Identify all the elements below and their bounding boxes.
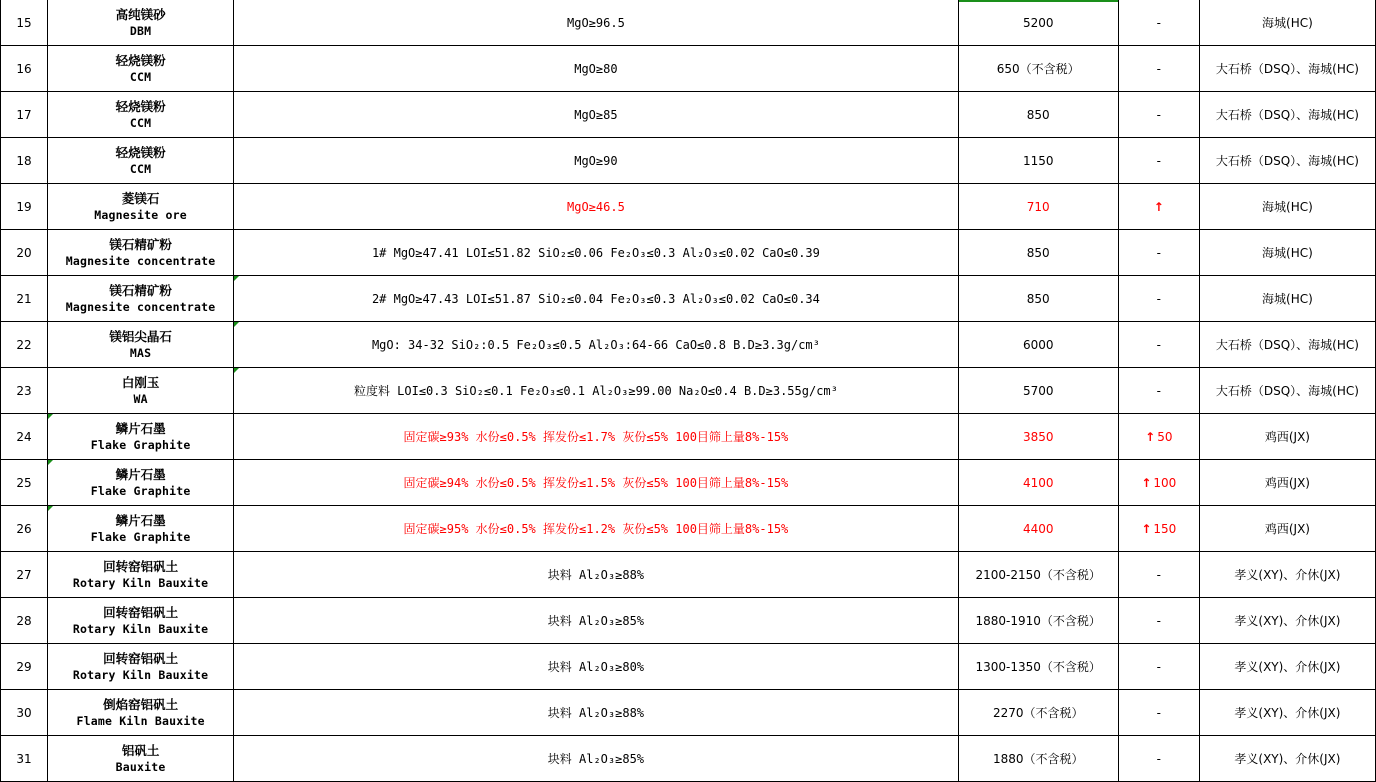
- origin-text: 海城(HC): [1262, 199, 1313, 214]
- row-number: 23: [16, 383, 32, 398]
- origin-text: 大石桥（DSQ）、海城(HC): [1215, 153, 1359, 168]
- price-cell[interactable]: [958, 184, 1118, 230]
- origin-cell[interactable]: [1199, 0, 1375, 46]
- price-text: 850: [1026, 245, 1050, 260]
- row-number-cell[interactable]: [1, 0, 48, 46]
- row-number-cell[interactable]: [1, 276, 48, 322]
- price-text: 4100: [1022, 475, 1054, 490]
- row-number-cell[interactable]: [1, 736, 48, 782]
- origin-text: 孝义(XY)、介休(JX): [1234, 751, 1341, 766]
- price-text: 1880（不含税）: [992, 751, 1084, 766]
- table-row: [1, 184, 1376, 230]
- row-number-cell[interactable]: [1, 230, 48, 276]
- row-number: 29: [16, 659, 32, 674]
- product-name-cn: 白刚玉: [121, 374, 160, 390]
- spec-text: 1# MgO≥47.41 LOI≤51.82 SiO₂≤0.06 Fe₂O₃≤0.3 Al₂O₃≤0.02 CaO≤0.39: [371, 245, 820, 260]
- spec-text: 固定碳≥94% 水份≤0.5% 挥发份≤1.5% 灰份≤5% 100目筛上量8%-15%: [403, 475, 789, 490]
- price-text: 2270（不含税）: [992, 705, 1084, 720]
- price-cell[interactable]: [958, 230, 1118, 276]
- price-text: 1880-1910（不含税）: [975, 613, 1101, 628]
- product-name-cell[interactable]: [48, 92, 234, 138]
- price-text: 650（不含税）: [996, 61, 1080, 76]
- price-text: 3850: [1022, 429, 1054, 444]
- comment-marker-icon: [234, 322, 239, 327]
- trend-cell[interactable]: [1118, 460, 1199, 506]
- price-cell[interactable]: [958, 552, 1118, 598]
- row-number: 30: [16, 705, 32, 720]
- row-number: 24: [16, 429, 32, 444]
- product-name-en: DBM: [129, 23, 152, 38]
- up-arrow-icon: ↑: [1153, 199, 1164, 214]
- trend-value: 150: [1153, 521, 1177, 536]
- spec-text: MgO≥85: [574, 107, 618, 122]
- origin-text: 鸡西(JX): [1264, 475, 1310, 490]
- origin-cell[interactable]: [1199, 92, 1375, 138]
- price-cell[interactable]: [958, 598, 1118, 644]
- row-number-cell[interactable]: [1, 138, 48, 184]
- origin-text: 大石桥（DSQ）、海城(HC): [1215, 337, 1359, 352]
- product-name-en: Flake Graphite: [90, 437, 191, 452]
- comment-marker-icon: [234, 368, 239, 373]
- origin-text: 孝义(XY)、介休(JX): [1234, 705, 1341, 720]
- price-cell[interactable]: [958, 414, 1118, 460]
- spec-text: MgO≥90: [574, 153, 618, 168]
- table-row: [1, 736, 1376, 782]
- table-row: [1, 0, 1376, 46]
- table-row: [1, 598, 1376, 644]
- spec-cell[interactable]: [234, 0, 959, 46]
- trend-text: [1154, 200, 1164, 214]
- price-text: 850: [1026, 107, 1050, 122]
- trend-cell[interactable]: [1118, 0, 1199, 46]
- price-cell[interactable]: [958, 506, 1118, 552]
- spec-text: 固定碳≥95% 水份≤0.5% 挥发份≤1.2% 灰份≤5% 100目筛上量8%-15%: [403, 521, 789, 536]
- price-text: 1150: [1022, 153, 1054, 168]
- spec-cell[interactable]: [234, 552, 959, 598]
- product-name-cell[interactable]: [48, 414, 234, 460]
- product-name-en: Magnesite concentrate: [65, 253, 216, 268]
- product-name-en: Magnesite ore: [94, 207, 187, 222]
- spec-text: 块料 Al₂O₃≥88%: [547, 705, 645, 720]
- trend-cell[interactable]: [1118, 138, 1199, 184]
- product-name-en: Rotary Kiln Bauxite: [72, 667, 209, 682]
- trend-cell[interactable]: [1118, 184, 1199, 230]
- product-name-cn: 回转窑铝矾土: [103, 650, 179, 666]
- product-name-cell[interactable]: [48, 736, 234, 782]
- product-name-en: MAS: [129, 345, 152, 360]
- trend-text: -: [1156, 245, 1161, 260]
- trend-text: -: [1156, 659, 1161, 674]
- origin-cell[interactable]: [1199, 230, 1375, 276]
- product-name-cell[interactable]: [48, 644, 234, 690]
- price-text: 710: [1026, 199, 1050, 214]
- origin-text: 孝义(XY)、介休(JX): [1234, 659, 1341, 674]
- product-name-en: WA: [133, 391, 148, 406]
- product-name-cell[interactable]: [48, 506, 234, 552]
- row-number: 22: [16, 337, 32, 352]
- spec-cell[interactable]: [234, 506, 959, 552]
- product-name-en: Flake Graphite: [90, 483, 191, 498]
- spec-cell[interactable]: [234, 414, 959, 460]
- origin-cell[interactable]: [1199, 46, 1375, 92]
- trend-value: 100: [1153, 475, 1177, 490]
- spec-text: MgO: 34-32 SiO₂:0.5 Fe₂O₃≤0.5 Al₂O₃:64-66 CaO≤0.8 B.D≥3.3g/cm³: [371, 337, 820, 352]
- trend-cell[interactable]: [1118, 276, 1199, 322]
- product-name-cn: 倒焰窑铝矾土: [103, 696, 179, 712]
- origin-cell[interactable]: [1199, 184, 1375, 230]
- trend-text: -: [1156, 751, 1161, 766]
- up-arrow-icon: ↑: [1145, 429, 1156, 444]
- price-cell[interactable]: [958, 736, 1118, 782]
- trend-text: [1141, 522, 1176, 536]
- spec-text: 块料 Al₂O₃≥85%: [547, 751, 645, 766]
- row-number-cell[interactable]: [1, 598, 48, 644]
- row-number: 18: [16, 153, 32, 168]
- table-row: [1, 690, 1376, 736]
- spec-cell[interactable]: [234, 460, 959, 506]
- origin-cell[interactable]: [1199, 368, 1375, 414]
- price-text: 850: [1026, 291, 1050, 306]
- spec-text: 块料 Al₂O₃≥85%: [547, 613, 645, 628]
- origin-text: 海城(HC): [1262, 291, 1313, 306]
- spec-text: 2# MgO≥47.43 LOI≤51.87 SiO₂≤0.04 Fe₂O₃≤0.3 Al₂O₃≤0.02 CaO≤0.34: [371, 291, 820, 306]
- product-name-cn: 镁铝尖晶石: [109, 328, 172, 344]
- spec-cell[interactable]: [234, 276, 959, 322]
- origin-text: 大石桥（DSQ）、海城(HC): [1215, 383, 1359, 398]
- product-name-cn: 铝矾土: [121, 742, 160, 758]
- product-name-cn: 回转窑铝矾土: [103, 558, 179, 574]
- product-name-cell[interactable]: [48, 598, 234, 644]
- row-number-cell[interactable]: [1, 460, 48, 506]
- spec-cell[interactable]: [234, 138, 959, 184]
- product-name-en: Flame Kiln Bauxite: [76, 713, 205, 728]
- spec-text: MgO≥96.5: [567, 15, 625, 30]
- table-body: [1, 0, 1376, 782]
- product-name-cell[interactable]: [48, 230, 234, 276]
- table-row: [1, 92, 1376, 138]
- spec-cell[interactable]: [234, 736, 959, 782]
- origin-cell[interactable]: [1199, 552, 1375, 598]
- row-number: 28: [16, 613, 32, 628]
- origin-cell[interactable]: [1199, 276, 1375, 322]
- product-name-en: Bauxite: [115, 759, 166, 774]
- up-arrow-icon: ↑: [1141, 475, 1152, 490]
- product-name-cell[interactable]: [48, 552, 234, 598]
- table-row: [1, 506, 1376, 552]
- price-cell[interactable]: [958, 322, 1118, 368]
- trend-cell[interactable]: [1118, 322, 1199, 368]
- price-cell[interactable]: [958, 276, 1118, 322]
- row-number-cell[interactable]: [1, 414, 48, 460]
- table-row: [1, 276, 1376, 322]
- price-text: 6000: [1022, 337, 1054, 352]
- product-name-en: Rotary Kiln Bauxite: [72, 621, 209, 636]
- trend-cell[interactable]: [1118, 690, 1199, 736]
- product-name-cn: 轻烧镁粉: [115, 144, 166, 160]
- product-name-cell[interactable]: [48, 0, 234, 46]
- origin-text: 鸡西(JX): [1264, 429, 1310, 444]
- price-cell[interactable]: [958, 690, 1118, 736]
- price-text: 5700: [1022, 383, 1054, 398]
- table-row: [1, 322, 1376, 368]
- comment-marker-icon: [48, 506, 53, 511]
- spec-text: 块料 Al₂O₃≥80%: [547, 659, 645, 674]
- row-number-cell[interactable]: [1, 690, 48, 736]
- product-name-en: Magnesite concentrate: [65, 299, 216, 314]
- origin-text: 海城(HC): [1262, 245, 1313, 260]
- row-number: 17: [16, 107, 32, 122]
- row-number: 21: [16, 291, 32, 306]
- table-row: [1, 644, 1376, 690]
- spec-text: 固定碳≥93% 水份≤0.5% 挥发份≤1.7% 灰份≤5% 100目筛上量8%-15%: [403, 429, 789, 444]
- price-cell[interactable]: [958, 46, 1118, 92]
- spec-text: MgO≥46.5: [567, 199, 625, 214]
- origin-cell[interactable]: [1199, 644, 1375, 690]
- product-name-cn: 高纯镁砂: [115, 6, 166, 22]
- table-row: [1, 368, 1376, 414]
- origin-cell[interactable]: [1199, 138, 1375, 184]
- product-name-cn: 镁石精矿粉: [109, 236, 172, 252]
- spec-cell[interactable]: [234, 230, 959, 276]
- spec-cell[interactable]: [234, 322, 959, 368]
- trend-cell[interactable]: [1118, 368, 1199, 414]
- table-row: [1, 414, 1376, 460]
- trend-text: -: [1156, 337, 1161, 352]
- trend-text: -: [1156, 107, 1161, 122]
- product-name-cn: 鳞片石墨: [115, 420, 166, 436]
- trend-text: -: [1156, 15, 1161, 30]
- product-name-en: Rotary Kiln Bauxite: [72, 575, 209, 590]
- trend-text: [1145, 430, 1172, 444]
- spec-cell[interactable]: [234, 690, 959, 736]
- price-text: 1300-1350（不含税）: [975, 659, 1101, 674]
- row-number-cell[interactable]: [1, 644, 48, 690]
- price-text: 2100-2150（不含税）: [975, 567, 1101, 582]
- spec-cell[interactable]: [234, 92, 959, 138]
- origin-text: 大石桥（DSQ）、海城(HC): [1215, 61, 1359, 76]
- spec-cell[interactable]: [234, 598, 959, 644]
- up-arrow-icon: ↑: [1141, 521, 1152, 536]
- row-number: 20: [16, 245, 32, 260]
- table-row: [1, 460, 1376, 506]
- price-cell[interactable]: [958, 92, 1118, 138]
- row-number: 16: [16, 61, 32, 76]
- trend-text: -: [1156, 61, 1161, 76]
- row-number-cell[interactable]: [1, 552, 48, 598]
- row-number-cell[interactable]: [1, 322, 48, 368]
- spec-cell[interactable]: [234, 46, 959, 92]
- spec-text: MgO≥80: [574, 61, 618, 76]
- trend-cell[interactable]: [1118, 46, 1199, 92]
- row-number-cell[interactable]: [1, 184, 48, 230]
- product-name-cn: 回转窑铝矾土: [103, 604, 179, 620]
- row-number-cell[interactable]: [1, 92, 48, 138]
- spec-cell[interactable]: [234, 184, 959, 230]
- trend-cell[interactable]: [1118, 92, 1199, 138]
- origin-text: 大石桥（DSQ）、海城(HC): [1215, 107, 1359, 122]
- trend-cell[interactable]: [1118, 414, 1199, 460]
- row-number: 25: [16, 475, 32, 490]
- trend-text: -: [1156, 613, 1161, 628]
- product-name-cell[interactable]: [48, 322, 234, 368]
- origin-cell[interactable]: [1199, 736, 1375, 782]
- row-number: 27: [16, 567, 32, 582]
- comment-marker-icon: [48, 414, 53, 419]
- origin-text: 孝义(XY)、介休(JX): [1234, 613, 1341, 628]
- table-row: [1, 230, 1376, 276]
- trend-text: -: [1156, 383, 1161, 398]
- product-name-cn: 菱镁石: [121, 190, 160, 206]
- product-name-cell[interactable]: [48, 184, 234, 230]
- trend-text: -: [1156, 153, 1161, 168]
- row-number: 15: [16, 15, 32, 30]
- comment-marker-icon: [48, 460, 53, 465]
- spec-text: 粒度料 LOI≤0.3 SiO₂≤0.1 Fe₂O₃≤0.1 Al₂O₃≥99.00 Na₂O≤0.4 B.D≥3.55g/cm³: [353, 383, 838, 398]
- origin-cell[interactable]: [1199, 460, 1375, 506]
- product-name-cn: 轻烧镁粉: [115, 52, 166, 68]
- row-number: 31: [16, 751, 32, 766]
- table-row: [1, 46, 1376, 92]
- row-number: 19: [16, 199, 32, 214]
- trend-cell[interactable]: [1118, 230, 1199, 276]
- row-number-cell[interactable]: [1, 46, 48, 92]
- spec-text: 块料 Al₂O₃≥88%: [547, 567, 645, 582]
- product-name-cn: 轻烧镁粉: [115, 98, 166, 114]
- origin-text: 鸡西(JX): [1264, 521, 1310, 536]
- row-number: 26: [16, 521, 32, 536]
- trend-text: [1141, 476, 1176, 490]
- origin-cell[interactable]: [1199, 322, 1375, 368]
- product-name-cell[interactable]: [48, 368, 234, 414]
- trend-text: -: [1156, 291, 1161, 306]
- trend-cell[interactable]: [1118, 644, 1199, 690]
- trend-cell[interactable]: [1118, 552, 1199, 598]
- price-text: 5200: [1022, 15, 1054, 30]
- trend-cell[interactable]: [1118, 736, 1199, 782]
- price-cell[interactable]: [958, 368, 1118, 414]
- price-cell[interactable]: [958, 460, 1118, 506]
- table-row: [1, 552, 1376, 598]
- product-name-en: CCM: [129, 115, 152, 130]
- origin-cell[interactable]: [1199, 598, 1375, 644]
- table-row: [1, 138, 1376, 184]
- product-name-en: CCM: [129, 161, 152, 176]
- row-number-cell[interactable]: [1, 506, 48, 552]
- price-text: 4400: [1022, 521, 1054, 536]
- product-name-cell[interactable]: [48, 690, 234, 736]
- price-cell[interactable]: [958, 0, 1118, 46]
- spec-cell[interactable]: [234, 368, 959, 414]
- trend-text: -: [1156, 705, 1161, 720]
- comment-marker-icon: [234, 276, 239, 281]
- product-name-cell[interactable]: [48, 276, 234, 322]
- trend-text: -: [1156, 567, 1161, 582]
- price-cell[interactable]: [958, 644, 1118, 690]
- product-name-cell[interactable]: [48, 460, 234, 506]
- product-name-cn: 鳞片石墨: [115, 466, 166, 482]
- trend-cell[interactable]: [1118, 598, 1199, 644]
- origin-cell[interactable]: [1199, 414, 1375, 460]
- row-number-cell[interactable]: [1, 368, 48, 414]
- product-name-en: Flake Graphite: [90, 529, 191, 544]
- product-name-cell[interactable]: [48, 46, 234, 92]
- price-cell[interactable]: [958, 138, 1118, 184]
- origin-text: 海城(HC): [1262, 15, 1313, 30]
- spec-cell[interactable]: [234, 644, 959, 690]
- trend-cell[interactable]: [1118, 506, 1199, 552]
- origin-text: 孝义(XY)、介休(JX): [1234, 567, 1341, 582]
- product-name-cell[interactable]: [48, 138, 234, 184]
- origin-cell[interactable]: [1199, 690, 1375, 736]
- product-name-en: CCM: [129, 69, 152, 84]
- product-name-cn: 镁石精矿粉: [109, 282, 172, 298]
- trend-value: 50: [1157, 429, 1173, 444]
- origin-cell[interactable]: [1199, 506, 1375, 552]
- product-name-cn: 鳞片石墨: [115, 512, 166, 528]
